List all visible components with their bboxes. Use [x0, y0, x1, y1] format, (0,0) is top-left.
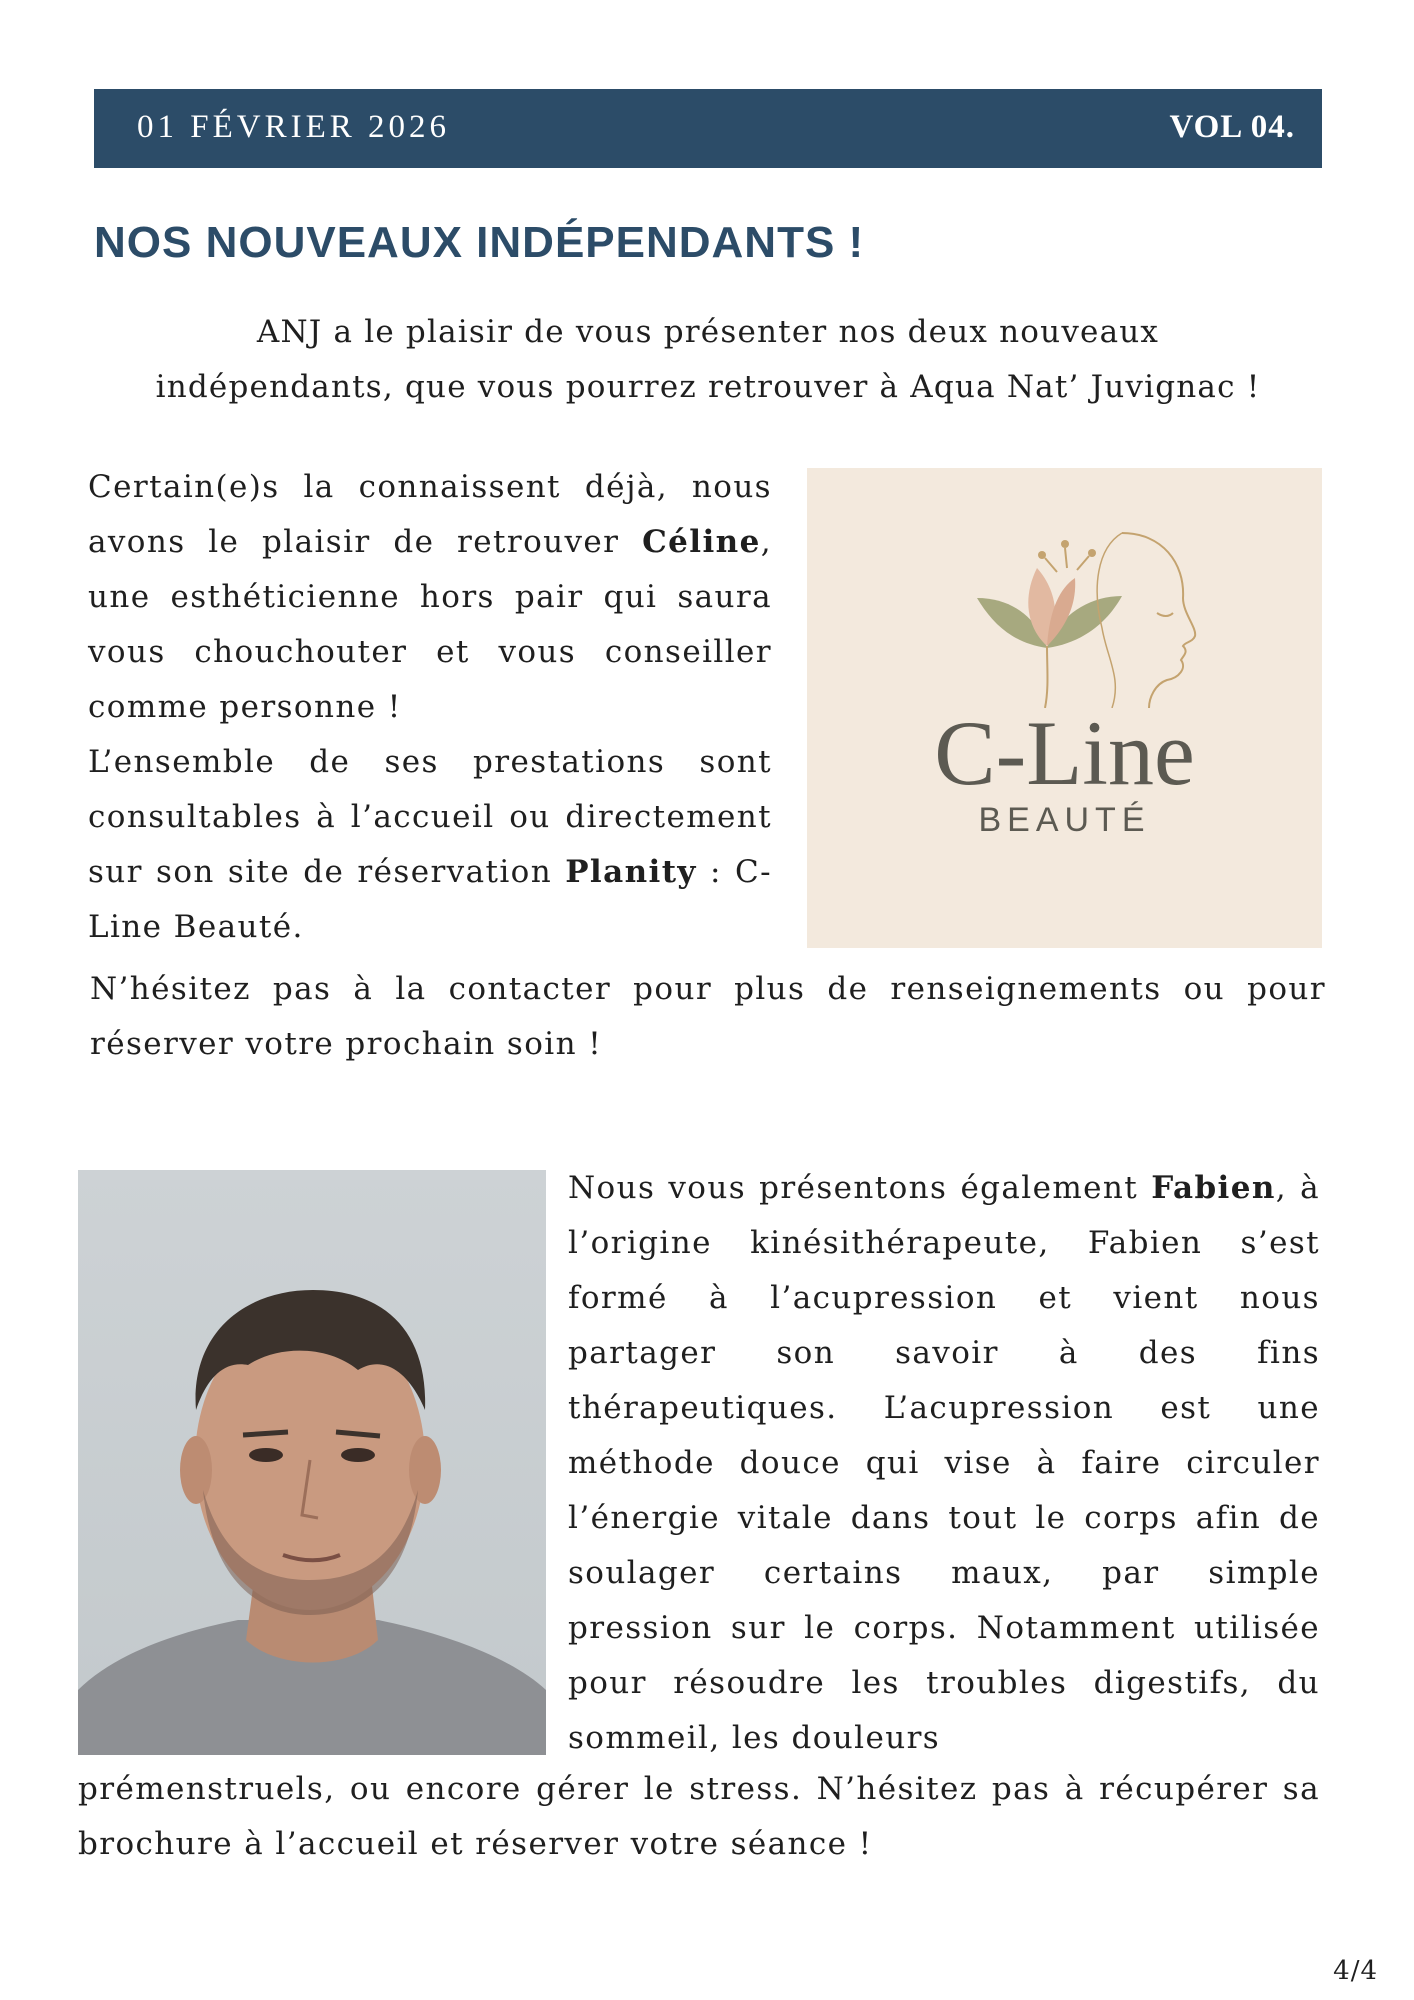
planity-name: Planity — [565, 854, 697, 890]
page-number: 4/4 — [1333, 1956, 1378, 1986]
fabien-paragraph-1 — [568, 1161, 1320, 1766]
intro-line-2: indépendants, que vous pourrez retrouver à Aqua Nat’ Juvignac ! — [155, 369, 1261, 405]
intro-text — [94, 305, 1322, 415]
celine-p1-text-end: , une esthéticienne hors pair qui saura vous chouchouter et vous conseiller comme personne ! — [88, 524, 772, 725]
intro-line-1: ANJ a le plaisir de vous présenter nos deux nouveaux — [256, 314, 1160, 350]
celine-p2-text: L’ensemble de ses prestations sont consultables à l’accueil ou directement sur son site de réservation — [88, 744, 772, 890]
fabien-paragraph-2: prémenstruels, ou encore gérer le stress. N’hésitez pas à récupérer sa brochure à l’accueil et réserver votre séance ! — [78, 1771, 1320, 1862]
celine-p2-text-end: : C-Line Beauté. — [88, 854, 772, 945]
celine-paragraph-2 — [88, 735, 772, 955]
page-title: NOS NOUVEAUX INDÉPENDANTS ! — [94, 218, 865, 267]
fabien-p1-text: Nous vous présentons également — [568, 1170, 1152, 1206]
fabien-name: Fabien — [1151, 1170, 1276, 1206]
celine-paragraph-3: N’hésitez pas à la contacter pour plus de renseignements ou pour réserver votre prochain soin ! — [90, 971, 1326, 1062]
issue-date: 01 FÉVRIER 2026 — [137, 109, 451, 145]
issue-volume: VOL 04. — [1169, 109, 1295, 145]
fabien-p1-text-end: , à l’origine kinésithérapeute, Fabien s’est formé à l’acupression et vient nous partager son savoir à des fins thérapeutiques. L’acupression est une méthode douce qui vise à faire circuler l’énergie vitale dans tout le corps afin de soulager certains maux, par simple pression sur le corps. Notamment utilisée pour résoudre les troubles digestifs, du sommeil, les douleurs — [568, 1170, 1321, 1756]
fabien-portrait-photo — [78, 1170, 546, 1755]
celine-p1-text: Certain(e)s la connaissent déjà, nous avons le plaisir de retrouver — [88, 469, 772, 560]
logo-name: C-Line — [934, 702, 1195, 804]
cline-beaute-logo — [807, 468, 1322, 948]
celine-name: Céline — [642, 524, 761, 560]
celine-paragraph-1 — [88, 460, 772, 735]
lotus-face-logo-icon — [917, 528, 1217, 708]
header-bar — [94, 89, 1322, 168]
logo-subtitle: BEAUTÉ — [978, 801, 1151, 839]
